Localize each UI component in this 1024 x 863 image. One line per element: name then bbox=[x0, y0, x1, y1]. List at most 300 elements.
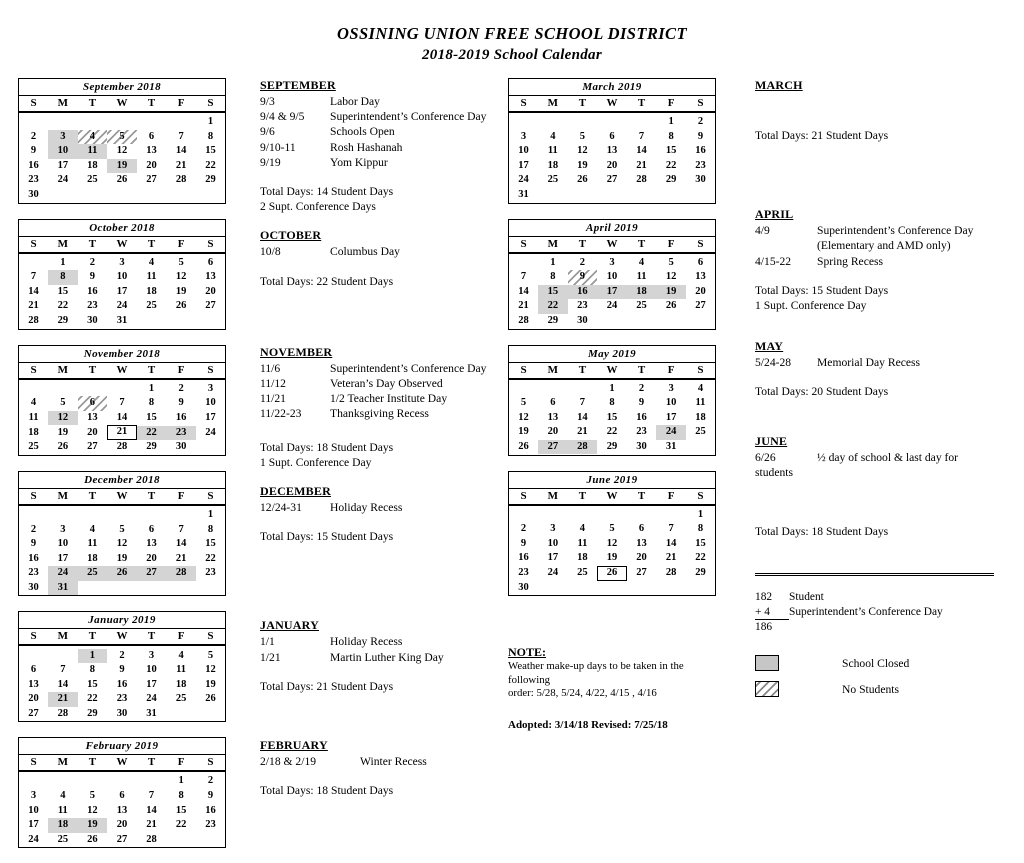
calendar-day[interactable] bbox=[48, 299, 78, 314]
calendar-day[interactable] bbox=[19, 425, 49, 440]
calendar-day[interactable] bbox=[686, 299, 716, 314]
calendar-day-school-closed[interactable] bbox=[627, 285, 657, 300]
calendar-day[interactable] bbox=[19, 299, 49, 314]
calendar-day[interactable] bbox=[166, 285, 196, 300]
calendar-day[interactable] bbox=[509, 551, 539, 566]
calendar-day-school-closed[interactable] bbox=[78, 566, 108, 581]
calendar-day[interactable] bbox=[78, 537, 108, 552]
calendar-day[interactable] bbox=[627, 396, 657, 411]
calendar-day[interactable] bbox=[137, 253, 167, 271]
calendar-day[interactable] bbox=[19, 537, 49, 552]
calendar-day[interactable] bbox=[686, 159, 716, 174]
calendar-day[interactable] bbox=[568, 299, 598, 314]
calendar-day[interactable] bbox=[137, 645, 167, 663]
calendar-day[interactable] bbox=[597, 253, 627, 271]
calendar-day[interactable] bbox=[509, 396, 539, 411]
calendar-day[interactable] bbox=[538, 144, 568, 159]
calendar-day[interactable] bbox=[137, 707, 167, 722]
calendar-day-half-day[interactable] bbox=[597, 566, 627, 581]
calendar-day[interactable] bbox=[166, 771, 196, 789]
calendar-day[interactable] bbox=[48, 285, 78, 300]
calendar-day[interactable] bbox=[196, 678, 226, 693]
calendar-day[interactable] bbox=[196, 692, 226, 707]
calendar-day[interactable] bbox=[48, 253, 78, 271]
calendar-day[interactable] bbox=[19, 581, 49, 596]
calendar-day[interactable] bbox=[627, 130, 657, 145]
calendar-day-school-closed[interactable] bbox=[78, 645, 108, 663]
calendar-day[interactable] bbox=[137, 159, 167, 174]
calendar-day[interactable] bbox=[107, 663, 137, 678]
calendar-day[interactable] bbox=[48, 678, 78, 693]
calendar-day[interactable] bbox=[568, 130, 598, 145]
calendar-day[interactable] bbox=[48, 707, 78, 722]
calendar-day[interactable] bbox=[509, 144, 539, 159]
calendar-day[interactable] bbox=[48, 314, 78, 329]
calendar-day[interactable] bbox=[196, 523, 226, 538]
calendar-day[interactable] bbox=[538, 173, 568, 188]
calendar-day[interactable] bbox=[107, 678, 137, 693]
calendar-day-school-closed[interactable] bbox=[107, 566, 137, 581]
calendar-day[interactable] bbox=[19, 692, 49, 707]
calendar-day[interactable] bbox=[656, 522, 686, 537]
calendar-day[interactable] bbox=[166, 173, 196, 188]
calendar-day[interactable] bbox=[686, 425, 716, 440]
calendar-day[interactable] bbox=[107, 818, 137, 833]
calendar-day[interactable] bbox=[196, 285, 226, 300]
calendar-day[interactable] bbox=[166, 804, 196, 819]
calendar-day[interactable] bbox=[48, 425, 78, 440]
calendar-day[interactable] bbox=[627, 440, 657, 455]
calendar-day[interactable] bbox=[686, 379, 716, 397]
calendar-day[interactable] bbox=[48, 537, 78, 552]
calendar-day-school-closed[interactable] bbox=[78, 144, 108, 159]
calendar-day[interactable] bbox=[538, 551, 568, 566]
calendar-day[interactable] bbox=[509, 440, 539, 455]
calendar-day[interactable] bbox=[48, 552, 78, 567]
calendar-day[interactable] bbox=[19, 396, 49, 411]
calendar-day[interactable] bbox=[19, 818, 49, 833]
calendar-day[interactable] bbox=[137, 270, 167, 285]
calendar-day-school-closed[interactable] bbox=[597, 285, 627, 300]
calendar-day[interactable] bbox=[686, 411, 716, 426]
calendar-day-no-students[interactable] bbox=[78, 396, 108, 411]
calendar-day[interactable] bbox=[19, 173, 49, 188]
calendar-day-school-closed[interactable] bbox=[166, 425, 196, 440]
calendar-day[interactable] bbox=[627, 551, 657, 566]
calendar-day[interactable] bbox=[196, 818, 226, 833]
calendar-day[interactable] bbox=[196, 379, 226, 397]
calendar-day[interactable] bbox=[196, 253, 226, 271]
calendar-day[interactable] bbox=[656, 396, 686, 411]
calendar-day[interactable] bbox=[686, 551, 716, 566]
calendar-day[interactable] bbox=[656, 551, 686, 566]
calendar-day[interactable] bbox=[656, 130, 686, 145]
calendar-day[interactable] bbox=[509, 130, 539, 145]
calendar-day[interactable] bbox=[137, 692, 167, 707]
calendar-day[interactable] bbox=[509, 188, 539, 203]
calendar-day[interactable] bbox=[137, 411, 167, 426]
calendar-day[interactable] bbox=[196, 537, 226, 552]
calendar-day[interactable] bbox=[107, 253, 137, 271]
calendar-day-half-day[interactable] bbox=[107, 425, 137, 440]
calendar-day[interactable] bbox=[686, 285, 716, 300]
calendar-day[interactable] bbox=[19, 789, 49, 804]
calendar-day[interactable] bbox=[627, 173, 657, 188]
calendar-day[interactable] bbox=[19, 804, 49, 819]
calendar-day-school-closed[interactable] bbox=[107, 159, 137, 174]
calendar-day[interactable] bbox=[627, 566, 657, 581]
calendar-day-school-closed[interactable] bbox=[48, 818, 78, 833]
calendar-day[interactable] bbox=[48, 440, 78, 455]
calendar-day[interactable] bbox=[597, 551, 627, 566]
calendar-day[interactable] bbox=[686, 144, 716, 159]
calendar-day[interactable] bbox=[627, 144, 657, 159]
calendar-day[interactable] bbox=[196, 771, 226, 789]
calendar-day[interactable] bbox=[78, 270, 108, 285]
calendar-day[interactable] bbox=[196, 159, 226, 174]
calendar-day[interactable] bbox=[568, 425, 598, 440]
calendar-day[interactable] bbox=[538, 425, 568, 440]
calendar-day[interactable] bbox=[196, 144, 226, 159]
calendar-day-school-closed[interactable] bbox=[48, 581, 78, 596]
calendar-day[interactable] bbox=[597, 144, 627, 159]
calendar-day[interactable] bbox=[107, 285, 137, 300]
calendar-day[interactable] bbox=[166, 552, 196, 567]
calendar-day[interactable] bbox=[568, 159, 598, 174]
calendar-day-school-closed[interactable] bbox=[656, 425, 686, 440]
calendar-day[interactable] bbox=[48, 833, 78, 848]
calendar-day[interactable] bbox=[509, 173, 539, 188]
calendar-day[interactable] bbox=[48, 663, 78, 678]
calendar-day[interactable] bbox=[509, 285, 539, 300]
calendar-day-school-closed[interactable] bbox=[48, 144, 78, 159]
calendar-day[interactable] bbox=[107, 411, 137, 426]
calendar-day[interactable] bbox=[137, 285, 167, 300]
calendar-day[interactable] bbox=[196, 552, 226, 567]
calendar-day[interactable] bbox=[686, 112, 716, 130]
calendar-day[interactable] bbox=[656, 112, 686, 130]
calendar-day[interactable] bbox=[568, 551, 598, 566]
calendar-day[interactable] bbox=[78, 299, 108, 314]
calendar-day[interactable] bbox=[627, 379, 657, 397]
calendar-day[interactable] bbox=[597, 173, 627, 188]
calendar-day[interactable] bbox=[686, 253, 716, 271]
calendar-day[interactable] bbox=[19, 188, 49, 203]
calendar-day[interactable] bbox=[656, 173, 686, 188]
calendar-day[interactable] bbox=[196, 112, 226, 130]
calendar-day[interactable] bbox=[196, 804, 226, 819]
calendar-day[interactable] bbox=[538, 522, 568, 537]
calendar-day[interactable] bbox=[656, 144, 686, 159]
calendar-day[interactable] bbox=[166, 253, 196, 271]
calendar-day[interactable] bbox=[19, 285, 49, 300]
calendar-day-school-closed[interactable] bbox=[538, 299, 568, 314]
calendar-day[interactable] bbox=[656, 379, 686, 397]
calendar-day[interactable] bbox=[19, 523, 49, 538]
calendar-day[interactable] bbox=[568, 314, 598, 329]
calendar-day[interactable] bbox=[19, 130, 49, 145]
calendar-day-school-closed[interactable] bbox=[48, 566, 78, 581]
calendar-day[interactable] bbox=[509, 270, 539, 285]
calendar-day[interactable] bbox=[568, 144, 598, 159]
calendar-day-school-closed[interactable] bbox=[568, 285, 598, 300]
calendar-day[interactable] bbox=[78, 253, 108, 271]
calendar-day[interactable] bbox=[166, 411, 196, 426]
calendar-day[interactable] bbox=[196, 270, 226, 285]
calendar-day-school-closed[interactable] bbox=[568, 440, 598, 455]
calendar-day[interactable] bbox=[597, 396, 627, 411]
calendar-day[interactable] bbox=[627, 411, 657, 426]
calendar-day[interactable] bbox=[509, 522, 539, 537]
calendar-day[interactable] bbox=[538, 396, 568, 411]
calendar-day[interactable] bbox=[137, 537, 167, 552]
calendar-day[interactable] bbox=[137, 299, 167, 314]
calendar-day[interactable] bbox=[19, 440, 49, 455]
calendar-day[interactable] bbox=[166, 678, 196, 693]
calendar-day-school-closed[interactable] bbox=[538, 285, 568, 300]
calendar-day[interactable] bbox=[137, 833, 167, 848]
calendar-day[interactable] bbox=[166, 645, 196, 663]
calendar-day[interactable] bbox=[78, 173, 108, 188]
calendar-day[interactable] bbox=[686, 173, 716, 188]
calendar-day[interactable] bbox=[196, 396, 226, 411]
calendar-day[interactable] bbox=[19, 566, 49, 581]
calendar-day[interactable] bbox=[538, 537, 568, 552]
calendar-day[interactable] bbox=[48, 789, 78, 804]
calendar-day[interactable] bbox=[48, 396, 78, 411]
calendar-day[interactable] bbox=[196, 425, 226, 440]
calendar-day[interactable] bbox=[656, 440, 686, 455]
calendar-day[interactable] bbox=[597, 537, 627, 552]
calendar-day[interactable] bbox=[196, 173, 226, 188]
calendar-day[interactable] bbox=[107, 440, 137, 455]
calendar-day[interactable] bbox=[166, 396, 196, 411]
calendar-day[interactable] bbox=[48, 173, 78, 188]
calendar-day[interactable] bbox=[597, 299, 627, 314]
calendar-day-school-closed[interactable] bbox=[137, 566, 167, 581]
calendar-day[interactable] bbox=[19, 411, 49, 426]
calendar-day[interactable] bbox=[686, 537, 716, 552]
calendar-day-school-closed[interactable] bbox=[48, 411, 78, 426]
calendar-day[interactable] bbox=[78, 833, 108, 848]
calendar-day[interactable] bbox=[538, 566, 568, 581]
calendar-day[interactable] bbox=[627, 270, 657, 285]
calendar-day[interactable] bbox=[78, 692, 108, 707]
calendar-day[interactable] bbox=[107, 552, 137, 567]
calendar-day-no-students[interactable] bbox=[107, 130, 137, 145]
calendar-day[interactable] bbox=[78, 425, 108, 440]
calendar-day[interactable] bbox=[78, 285, 108, 300]
calendar-day[interactable] bbox=[48, 523, 78, 538]
calendar-day[interactable] bbox=[196, 789, 226, 804]
calendar-day[interactable] bbox=[107, 789, 137, 804]
calendar-day[interactable] bbox=[137, 818, 167, 833]
calendar-day[interactable] bbox=[19, 314, 49, 329]
calendar-day[interactable] bbox=[686, 130, 716, 145]
calendar-day-school-closed[interactable] bbox=[78, 818, 108, 833]
calendar-day[interactable] bbox=[196, 130, 226, 145]
calendar-day-school-closed[interactable] bbox=[48, 270, 78, 285]
calendar-day[interactable] bbox=[509, 537, 539, 552]
calendar-day[interactable] bbox=[568, 396, 598, 411]
calendar-day[interactable] bbox=[19, 707, 49, 722]
calendar-day[interactable] bbox=[166, 144, 196, 159]
calendar-day[interactable] bbox=[137, 804, 167, 819]
calendar-day[interactable] bbox=[627, 159, 657, 174]
calendar-day[interactable] bbox=[627, 537, 657, 552]
calendar-day-no-students[interactable] bbox=[78, 130, 108, 145]
calendar-day[interactable] bbox=[137, 396, 167, 411]
calendar-day[interactable] bbox=[538, 270, 568, 285]
calendar-day[interactable] bbox=[568, 537, 598, 552]
calendar-day[interactable] bbox=[166, 789, 196, 804]
calendar-day[interactable] bbox=[107, 314, 137, 329]
calendar-day[interactable] bbox=[686, 396, 716, 411]
calendar-day[interactable] bbox=[107, 270, 137, 285]
calendar-day[interactable] bbox=[107, 645, 137, 663]
calendar-day[interactable] bbox=[568, 566, 598, 581]
calendar-day[interactable] bbox=[656, 537, 686, 552]
calendar-day[interactable] bbox=[627, 522, 657, 537]
calendar-day[interactable] bbox=[686, 505, 716, 523]
calendar-day[interactable] bbox=[137, 552, 167, 567]
calendar-day[interactable] bbox=[509, 159, 539, 174]
calendar-day[interactable] bbox=[48, 804, 78, 819]
calendar-day[interactable] bbox=[107, 173, 137, 188]
calendar-day[interactable] bbox=[686, 270, 716, 285]
calendar-day[interactable] bbox=[107, 523, 137, 538]
calendar-day[interactable] bbox=[78, 552, 108, 567]
calendar-day[interactable] bbox=[597, 270, 627, 285]
calendar-day[interactable] bbox=[166, 663, 196, 678]
calendar-day[interactable] bbox=[509, 425, 539, 440]
calendar-day[interactable] bbox=[538, 411, 568, 426]
calendar-day[interactable] bbox=[196, 566, 226, 581]
calendar-day[interactable] bbox=[656, 411, 686, 426]
calendar-day[interactable] bbox=[19, 270, 49, 285]
calendar-day[interactable] bbox=[597, 130, 627, 145]
calendar-day[interactable] bbox=[597, 522, 627, 537]
calendar-day[interactable] bbox=[137, 173, 167, 188]
calendar-day[interactable] bbox=[686, 566, 716, 581]
calendar-day[interactable] bbox=[166, 379, 196, 397]
calendar-day[interactable] bbox=[196, 645, 226, 663]
calendar-day[interactable] bbox=[686, 522, 716, 537]
calendar-day[interactable] bbox=[78, 804, 108, 819]
calendar-day[interactable] bbox=[568, 253, 598, 271]
calendar-day[interactable] bbox=[137, 523, 167, 538]
calendar-day[interactable] bbox=[78, 411, 108, 426]
calendar-day[interactable] bbox=[107, 396, 137, 411]
calendar-day-school-closed[interactable] bbox=[538, 440, 568, 455]
calendar-day[interactable] bbox=[78, 663, 108, 678]
calendar-day[interactable] bbox=[538, 130, 568, 145]
calendar-day[interactable] bbox=[107, 707, 137, 722]
calendar-day[interactable] bbox=[137, 130, 167, 145]
calendar-day[interactable] bbox=[166, 130, 196, 145]
calendar-day[interactable] bbox=[166, 692, 196, 707]
calendar-day[interactable] bbox=[107, 144, 137, 159]
calendar-day[interactable] bbox=[137, 663, 167, 678]
calendar-day[interactable] bbox=[137, 379, 167, 397]
calendar-day[interactable] bbox=[107, 692, 137, 707]
calendar-day[interactable] bbox=[19, 159, 49, 174]
calendar-day[interactable] bbox=[19, 552, 49, 567]
calendar-day[interactable] bbox=[78, 707, 108, 722]
calendar-day[interactable] bbox=[166, 537, 196, 552]
calendar-day[interactable] bbox=[509, 299, 539, 314]
calendar-day[interactable] bbox=[509, 566, 539, 581]
calendar-day[interactable] bbox=[509, 314, 539, 329]
calendar-day[interactable] bbox=[137, 789, 167, 804]
calendar-day[interactable] bbox=[568, 173, 598, 188]
calendar-day[interactable] bbox=[19, 678, 49, 693]
calendar-day[interactable] bbox=[78, 159, 108, 174]
calendar-day[interactable] bbox=[78, 440, 108, 455]
calendar-day[interactable] bbox=[107, 833, 137, 848]
calendar-day[interactable] bbox=[656, 566, 686, 581]
calendar-day[interactable] bbox=[656, 299, 686, 314]
calendar-day[interactable] bbox=[597, 159, 627, 174]
calendar-day[interactable] bbox=[78, 678, 108, 693]
calendar-day[interactable] bbox=[107, 804, 137, 819]
calendar-day[interactable] bbox=[597, 411, 627, 426]
calendar-day[interactable] bbox=[538, 314, 568, 329]
calendar-day-school-closed[interactable] bbox=[166, 566, 196, 581]
calendar-day[interactable] bbox=[656, 253, 686, 271]
calendar-day[interactable] bbox=[137, 678, 167, 693]
calendar-day[interactable] bbox=[107, 299, 137, 314]
calendar-day[interactable] bbox=[597, 379, 627, 397]
calendar-day[interactable] bbox=[166, 440, 196, 455]
calendar-day[interactable] bbox=[538, 253, 568, 271]
calendar-day[interactable] bbox=[166, 299, 196, 314]
calendar-day[interactable] bbox=[166, 270, 196, 285]
calendar-day[interactable] bbox=[656, 270, 686, 285]
calendar-day[interactable] bbox=[137, 144, 167, 159]
calendar-day[interactable] bbox=[597, 440, 627, 455]
calendar-day[interactable] bbox=[78, 314, 108, 329]
calendar-day[interactable] bbox=[137, 440, 167, 455]
calendar-day-school-closed[interactable] bbox=[137, 425, 167, 440]
calendar-day[interactable] bbox=[627, 299, 657, 314]
calendar-day-school-closed[interactable] bbox=[48, 692, 78, 707]
calendar-day[interactable] bbox=[627, 253, 657, 271]
calendar-day[interactable] bbox=[568, 522, 598, 537]
calendar-day[interactable] bbox=[48, 159, 78, 174]
calendar-day[interactable] bbox=[196, 505, 226, 523]
calendar-day[interactable] bbox=[568, 411, 598, 426]
calendar-day[interactable] bbox=[509, 411, 539, 426]
calendar-day[interactable] bbox=[196, 299, 226, 314]
calendar-day[interactable] bbox=[166, 523, 196, 538]
calendar-day-no-students[interactable] bbox=[568, 270, 598, 285]
calendar-day[interactable] bbox=[107, 537, 137, 552]
calendar-day-school-closed[interactable] bbox=[656, 285, 686, 300]
calendar-day[interactable] bbox=[19, 144, 49, 159]
calendar-day[interactable] bbox=[538, 159, 568, 174]
calendar-day[interactable] bbox=[509, 581, 539, 596]
calendar-day[interactable] bbox=[78, 523, 108, 538]
calendar-day[interactable] bbox=[196, 663, 226, 678]
calendar-day[interactable] bbox=[166, 818, 196, 833]
calendar-day[interactable] bbox=[196, 411, 226, 426]
calendar-day-school-closed[interactable] bbox=[48, 130, 78, 145]
calendar-day[interactable] bbox=[656, 159, 686, 174]
calendar-day[interactable] bbox=[78, 789, 108, 804]
calendar-day[interactable] bbox=[19, 833, 49, 848]
calendar-day[interactable] bbox=[627, 425, 657, 440]
